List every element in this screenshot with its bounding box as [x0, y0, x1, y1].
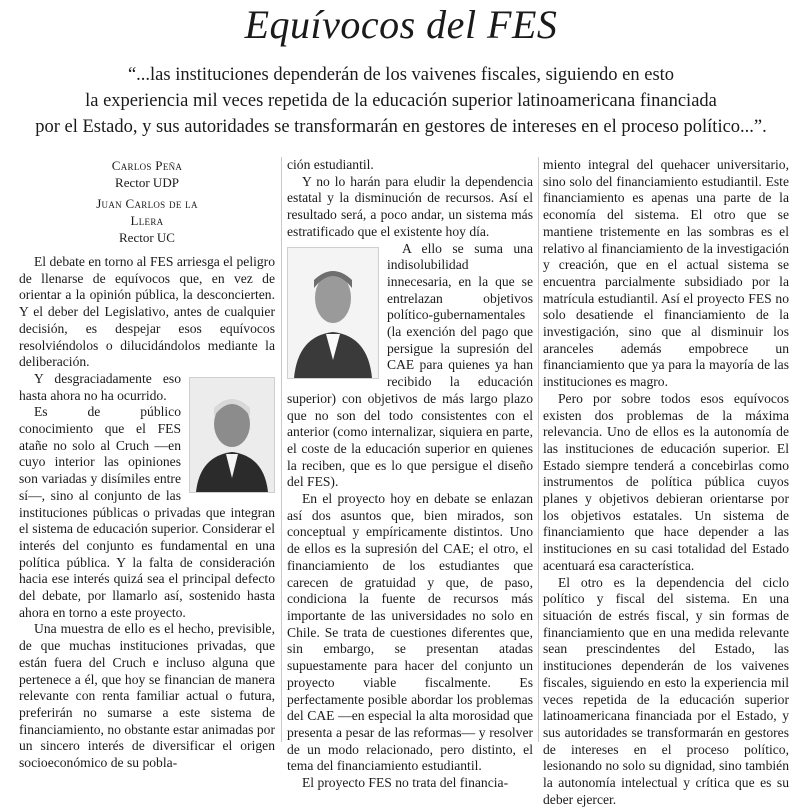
- paragraph: El debate en torno al FES arriesga el peligro de llenarse de equívocos que, en vez de orientar a la opinión pública, la desconcierten. Y el deber del Legislativo, antes de cualquier decisión, es despejar esos equívocos resolviéndolos o dilucidándolos mediante la deliberación.: [19, 254, 275, 370]
- column-divider: [281, 157, 282, 742]
- bylines: [79, 157, 275, 246]
- pull-quote-line: por el Estado, y sus autoridades se transformarán en gestores de intereses en el proceso político...”.: [35, 117, 767, 137]
- author-photo-de-la-llera: [287, 247, 379, 379]
- paragraph: Y no lo harán para eludir la dependencia estatal y la disminución de recursos. Así el resultado será, a poco andar, un sistema más estratificado que el existente hoy día.: [287, 173, 533, 239]
- paragraph: Una muestra de ello es el hecho, previsible, de que muchas instituciones privadas, que están fuera del Cruch e incluso alguna que pertenece a él, que hoy se financian de manera relevante con renta familiar actual o futura, preferirán no sumarse a este sistema de financiamiento, no obstante estar animadas por un sincero interés de diversificar el origen socioeconómico de su pobla-: [19, 621, 275, 771]
- paragraph: ción estudiantil.: [287, 157, 374, 172]
- portrait-icon: [190, 378, 274, 492]
- column-divider: [538, 157, 539, 742]
- paragraph: Y desgraciadamente eso hasta ahora no ha ocurrido.: [19, 370, 181, 403]
- author-name: Juan Carlos de la Llera: [96, 196, 198, 228]
- paragraph: A ello se suma una indisolubilidad innecesaria, en la que se entrelazan objetivos político-gubernamentales (la exención del pago que persigue la supresión del CAE para quienes ya han recibido la educación superior) con objetivos de más largo plazo que no son del todo consistentes con el anterior (como internalizar, siquiera en parte, el coste de la educación superior en quienes la reciben, que es lo que persigue el diseño del FES).: [287, 240, 533, 490]
- article-title: Equívocos del FES: [244, 2, 558, 47]
- column-1: [19, 157, 275, 772]
- paragraph: El otro es la dependencia del ciclo político y fiscal del sistema. En una situación de estrés fiscal, y sin formas de financiamiento que en una medida relevante sean prescindentes del Estado, las instituciones dependerán de los vaivenes fiscales, siguiendo en esto la experiencia mil veces repetida de la educación superior latinoamericana financiada por el Estado, y sus autoridades se transformarán en gestores de intereses en el proceso político, lesionando no solo su dignidad, sino también la autonomía intelectual y crítica que es su deber ejercer.: [543, 574, 789, 807]
- author-name: Carlos Peña: [111, 158, 183, 173]
- paragraph: Es de público conocimiento que el FES atañe no solo al Cruch —en cuyo interior las opiniones son variadas y disímiles entre sí—, sino al conjunto de las instituciones públicas o privadas que integran el sistema de educación superior. Considerar el interés del conjunto es fundamental en una política pública. Y la falta de consideración hacia ese interés quizá sea el principal defecto del debate, por llamarlo así, sostenido hasta ahora en torno a este proyecto.: [19, 404, 275, 620]
- paragraph: En el proyecto hoy en debate se enlazan así dos asuntos que, bien mirados, son conceptual y empíricamente distintos. Uno de ellos es la supresión del CAE; el otro, el financiamiento de los estudiantes que carecen de gratuidad y que, de paso, condiciona la fuente de recursos más importante de las universidades no solo en Chile. Se trata de cuestiones diferentes que, sin embargo, se presentan atadas supuestamente para hacer del conjunto un proyecto viable fiscalmente. Es perfectamente posible abordar los problemas del CAE —en especial la alta morosidad que presenta a pesar de las reformas— y resolver de un modo relacionado, pero distinto, el tema del financiamiento estudiantil.: [287, 491, 533, 774]
- pull-quote: [10, 62, 792, 140]
- paragraph: miento integral del quehacer universitario, sino solo del financiamiento estudiantil. Este financiamiento es apenas una parte de la economía del sistema. El otro que se mantiene tristemente en las sombras es el relativo al financiamiento de la investigación y creación, que en el actual sistema se encuentra parcialmente subsidiado por la matrícula estudiantil. Así el proyecto FES no solo desatiende el financiamiento de la investigación, sino que al disminuir los aranceles además empobrece un financiamiento que ya para la mayoría de las instituciones es magro.: [543, 157, 789, 390]
- paragraph: El proyecto FES no trata del financia-: [302, 775, 509, 791]
- pull-quote-line: “...las instituciones dependerán de los vaivenes fiscales, siguiendo en esto: [127, 65, 675, 85]
- portrait-icon: [288, 248, 378, 378]
- paragraph: Pero por sobre todos esos equívocos existen dos problemas de la máxima relevancia. Uno de ellos es la autonomía de las instituciones de educación superior. El Estado siempre tenderá a concebirlas como instrumentos de política pública cuyos planes y objetivos debieran orientarse por los objetivos estatales. Un sistema de financiamiento que hace depender a las instituciones en su casi totalidad del Estado acentuará esa característica.: [543, 390, 789, 573]
- author-role: Rector UC: [119, 230, 175, 245]
- author-photo-pena: [189, 377, 275, 493]
- column-2: [287, 157, 533, 792]
- column-3: [543, 157, 789, 808]
- pull-quote-line: la experiencia mil veces repetida de la educación superior latinoamericana financiada: [85, 91, 717, 111]
- author-role: Rector UDP: [115, 175, 179, 190]
